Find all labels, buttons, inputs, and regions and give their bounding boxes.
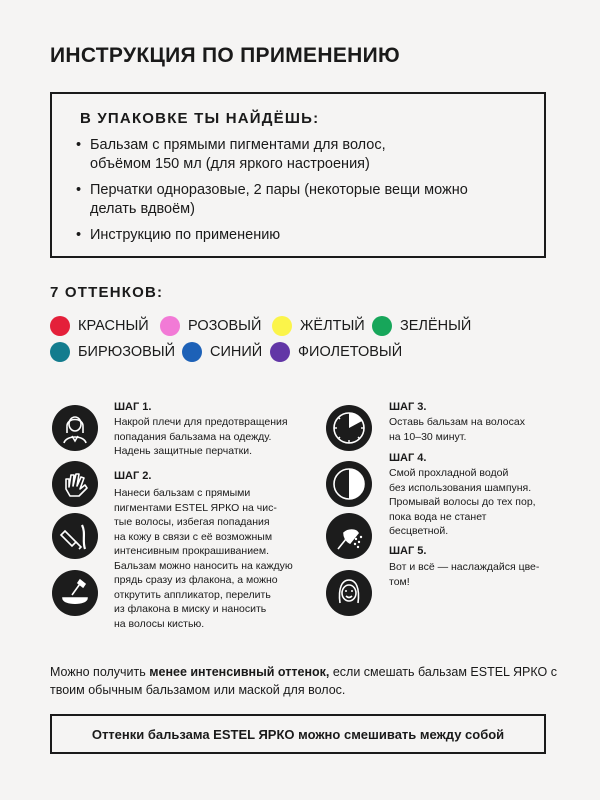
mix-note: Оттенки бальзама ESTEL ЯРКО можно смешивать между собой xyxy=(91,726,505,742)
shade-label: БИРЮЗОВЫЙ xyxy=(78,344,176,360)
step-1-text: Накрой плечи для предотвращения попадания бальзама на одежду. Надень защитные перчатки. xyxy=(114,416,288,457)
mix-note-box xyxy=(50,714,546,754)
half-circle-icon xyxy=(326,461,372,507)
package-heading: В УПАКОВКЕ ТЫ НАЙДЁШЬ: xyxy=(80,110,320,127)
list-item xyxy=(74,226,524,245)
note-bold: менее интенсивный оттенок, xyxy=(149,665,330,679)
bowl-brush-icon xyxy=(52,570,98,616)
step-2-text: Нанеси бальзам с прямыми пигментами ESTEL ЯРКО на чис- тые волосы, избегая попадания на кожу в связи с её возможным интенсивным прокрашиванием. Бальзам можно наносить на каждую прядь сразу из флакона, а можно открутить аппликатор, перелить из флакона в миску и наносить на волосы кистью. xyxy=(114,487,293,630)
shade-blue xyxy=(182,341,262,363)
shade-turquoise xyxy=(50,341,175,363)
shower-icon xyxy=(326,513,372,559)
blue-dot-icon xyxy=(182,342,202,362)
green-dot-icon xyxy=(372,316,392,336)
note-text: если смешать бальзам ESTEL ЯРКО с твоим обычным бальзамом или маской для волос. xyxy=(50,665,557,697)
list-item-line: делать вдвоём) xyxy=(90,201,195,217)
red-dot-icon xyxy=(50,316,70,336)
shade-label: РОЗОВЫЙ xyxy=(188,318,262,334)
step-3-title: ШАГ 3. xyxy=(389,401,427,413)
shade-yellow xyxy=(272,315,365,337)
shade-label: ЗЕЛЁНЫЙ xyxy=(400,318,472,334)
package-list xyxy=(74,136,524,252)
woman-cape-icon xyxy=(52,405,98,451)
shade-label: СИНИЙ xyxy=(210,344,263,360)
list-item-line: Инструкцию по применению xyxy=(90,227,281,243)
note-text: Можно получить xyxy=(50,665,150,679)
shade-red xyxy=(50,315,149,337)
shade-label: КРАСНЫЙ xyxy=(78,318,149,334)
glove-icon xyxy=(52,461,98,507)
shade-pink xyxy=(160,315,261,337)
package-contents-box xyxy=(50,92,546,258)
turquoise-dot-icon xyxy=(50,342,70,362)
dilution-note xyxy=(50,664,560,699)
list-item-line: объёмом 150 мл (для яркого настроения) xyxy=(90,156,370,172)
page-title: ИНСТРУКЦИЯ ПО ПРИМЕНЕНИЮ xyxy=(50,44,400,67)
step-1-title: ШАГ 1. xyxy=(114,401,152,413)
shade-label: ЖЁЛТЫЙ xyxy=(300,318,365,334)
step-4-text: Смой прохладной водой без использования шампуня. Промывай волосы до тех пор, пока вода не станет бесцветной. xyxy=(389,467,536,537)
shades-heading: 7 ОТТЕНКОВ: xyxy=(50,284,164,301)
list-item-line: Перчатки одноразовые, 2 пары (некоторые вещи можно xyxy=(90,182,468,198)
smiling-woman-icon xyxy=(326,570,372,616)
shade-green xyxy=(372,315,471,337)
list-item xyxy=(74,181,524,219)
shade-purple xyxy=(270,341,402,363)
step-5-text: Вот и всё — наслаждайся цве- том! xyxy=(389,561,540,588)
clock-icon xyxy=(326,405,372,451)
step-2-title: ШАГ 2. xyxy=(114,470,152,482)
purple-dot-icon xyxy=(270,342,290,362)
step-3-text: Оставь бальзам на волосах на 10–30 минут. xyxy=(389,416,525,443)
list-item xyxy=(74,136,524,174)
step-4-title: ШАГ 4. xyxy=(389,452,427,464)
yellow-dot-icon xyxy=(272,316,292,336)
shade-label: ФИОЛЕТОВЫЙ xyxy=(298,344,403,360)
step-5-title: ШАГ 5. xyxy=(389,545,427,557)
bottle-icon xyxy=(52,513,98,559)
list-item-line: Бальзам с прямыми пигментами для волос, xyxy=(90,137,386,153)
pink-dot-icon xyxy=(160,316,180,336)
